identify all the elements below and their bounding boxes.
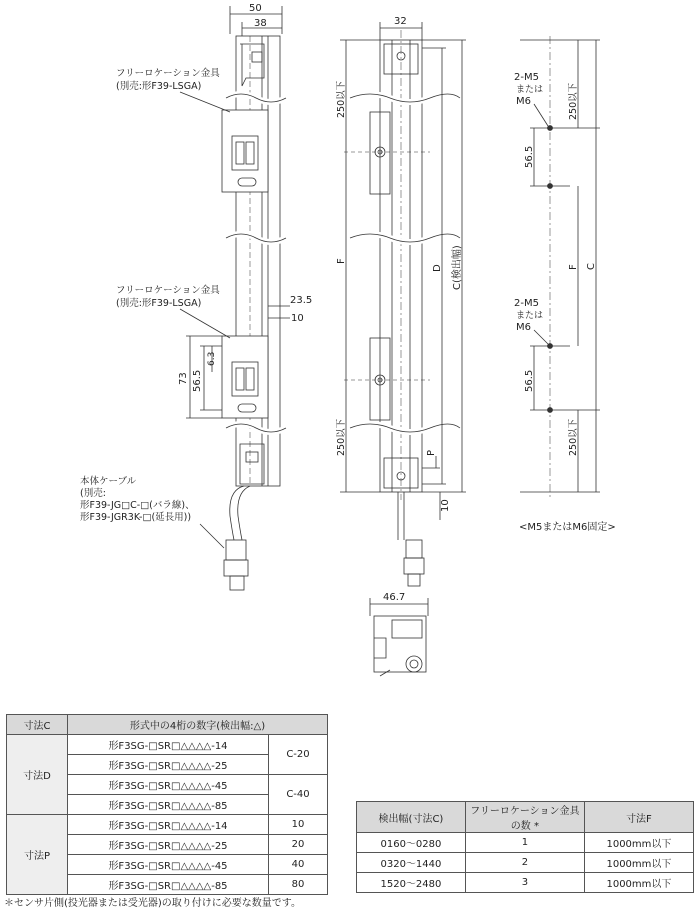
mount-hole-view [514,36,616,533]
header-f: 寸法F [584,802,693,833]
m5-bottom-1: 2-M5 [514,298,539,309]
bracket-count-table [356,801,694,893]
d-model-4: 形F3SG-□SR□△△△△-85 [68,795,269,815]
count-2: 2 [465,853,584,873]
dim-F-right: F [568,264,579,270]
footnote: ＊センサ片側(投光器または受光器)の取り付けに必要な数量です。 [4,898,302,909]
m5-top-1: 2-M5 [514,72,539,83]
dim-10-front: 10 [440,499,451,512]
p-model-2: 形F3SG-□SR□△△△△-25 [68,835,269,855]
group-d: 寸法D [7,735,68,815]
dim-50: 50 [249,3,262,14]
m5-bottom-2: または [516,311,544,321]
cable-label-1: 本体ケーブル [80,476,137,487]
dim-46-7: 46.7 [383,592,406,603]
range-2: 0320〜1440 [357,853,466,873]
fix-note: <M5またはM6固定> [519,522,616,533]
dimension-table [6,714,328,895]
dim-F-front: F [336,258,347,264]
header-range: 検出幅(寸法C) [357,802,466,833]
cable-label-2: (別売: [80,488,106,499]
header-models: 形式中の4桁の数字(検出幅:△) [68,715,328,735]
dim-56-5-side: 56.5 [192,369,203,392]
p-value-2: 20 [269,835,328,855]
dim-D: D [432,264,443,272]
cable-label-4: 形F39-JGR3K-□(延長用)) [80,512,192,523]
p-model-3: 形F3SG-□SR□△△△△-45 [68,855,269,875]
dim-C-right: C [586,263,597,270]
header-count: フリーロケーション金具の数 * [465,802,584,833]
dim-38: 38 [254,18,267,29]
d-value-2: C-40 [269,775,328,815]
f-1: 1000mm以下 [584,833,693,853]
dim-P: P [426,449,437,456]
front-view [336,16,466,586]
header-c: 寸法C [7,715,68,735]
cable-label-3: 形F39-JG□C-□(バラ線)、 [80,500,195,511]
dim-73: 73 [178,372,189,385]
d-value-1: C-20 [269,735,328,775]
dim-56-5-bottom: 56.5 [524,369,535,392]
dim-32: 32 [394,16,407,27]
bracket1-label-2: (別売:形F39-LSGA) [116,81,202,92]
dim-250-right-top: 250以下 [568,82,579,120]
end-view [370,592,428,676]
f-2: 1000mm以下 [584,853,693,873]
range-3: 1520〜2480 [357,873,466,893]
m5-top-3: M6 [516,96,531,107]
dim-10-side: 10 [291,313,304,324]
bracket1-label-1: フリーロケーション金具 [116,68,220,79]
dim-C-detect: C(検出幅) [452,245,463,290]
count-3: 3 [465,873,584,893]
dim-250-right-bottom: 250以下 [568,418,579,456]
dim-56-5-top: 56.5 [524,145,535,168]
dim-23-5: 23.5 [290,295,313,306]
m5-bottom-3: M6 [516,322,531,333]
p-value-3: 40 [269,855,328,875]
bracket2-label-1: フリーロケーション金具 [116,285,220,296]
side-view [80,3,312,590]
dim-6-3: 6.3 [207,351,217,366]
range-1: 0160〜0280 [357,833,466,853]
p-model-4: 形F3SG-□SR□△△△△-85 [68,875,269,895]
dim-250-front-top: 250以下 [336,80,347,118]
m5-top-2: または [516,85,544,95]
f-3: 1000mm以下 [584,873,693,893]
p-value-1: 10 [269,815,328,835]
bracket2-label-2: (別売:形F39-LSGA) [116,298,202,309]
group-p: 寸法P [7,815,68,895]
p-value-4: 80 [269,875,328,895]
d-model-3: 形F3SG-□SR□△△△△-45 [68,775,269,795]
d-model-2: 形F3SG-□SR□△△△△-25 [68,755,269,775]
p-model-1: 形F3SG-□SR□△△△△-14 [68,815,269,835]
count-1: 1 [465,833,584,853]
d-model-1: 形F3SG-□SR□△△△△-14 [68,735,269,755]
dim-250-front-bottom: 250以下 [336,418,347,456]
